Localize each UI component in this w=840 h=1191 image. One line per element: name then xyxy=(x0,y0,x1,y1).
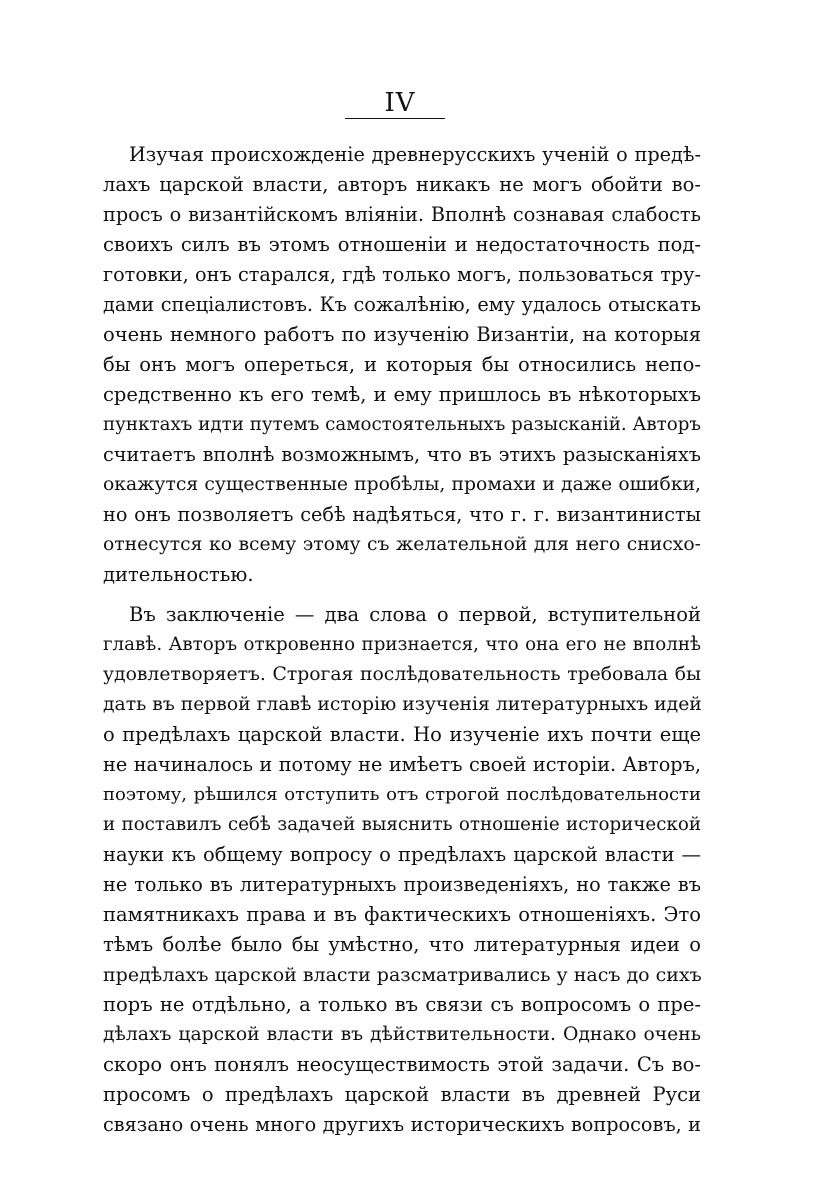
text-line: очень немного работъ по изученiю Византiи, на которыя xyxy=(103,323,701,346)
text-line: науки къ общему вопросу о предѣлахъ царской власти — xyxy=(103,843,701,866)
text-line: но онъ позволяетъ себѣ надѣяться, что г. г. византинисты xyxy=(103,503,701,526)
text-line: о предѣлахъ царской власти. Но изученiе ихъ почти еще xyxy=(103,723,701,746)
header-rule xyxy=(345,118,445,119)
body-text xyxy=(103,140,701,1140)
text-line: связано очень много другихъ историческихъ вопросовъ, и xyxy=(103,1113,701,1136)
page-number: IV xyxy=(384,88,416,118)
text-line: пунктахъ идти путемъ самостоятельныхъ разысканiй. Авторъ xyxy=(103,414,701,435)
text-line: бы онъ могъ опереться, и которыя бы относились непо- xyxy=(103,353,701,376)
page-header xyxy=(0,88,840,128)
text-line: средственно къ его темѣ, и ему пришлось въ нѣкоторыхъ xyxy=(103,383,701,406)
text-line: готовки, онъ старался, гдѣ только могъ, пользоваться тру- xyxy=(103,263,701,286)
text-line: скоро онъ понялъ неосуществимость этой задачи. Съ во- xyxy=(103,1053,701,1076)
text-line: удовлетворяетъ. Строгая послѣдовательность требовала бы xyxy=(103,664,701,685)
text-line: и поставилъ себѣ задачей выяснить отношенiе исторической xyxy=(103,814,701,835)
text-line: своихъ силъ въ этомъ отношенiи и недостаточность под- xyxy=(103,233,701,256)
text-line: поръ не отдѣльно, а только въ связи съ вопросомъ о пре- xyxy=(103,993,701,1016)
text-line: тѣмъ болѣе было бы умѣстно, что литературныя идеи о xyxy=(103,933,701,956)
text-line: не только въ литературныхъ произведенiяхъ, но также въ xyxy=(103,873,701,896)
text-line: дами спецiалистовъ. Къ сожалѣнiю, ему удалось отыскать xyxy=(103,293,701,316)
text-line: поэтому, рѣшился отступить отъ строгой послѣдовательности xyxy=(103,784,701,805)
text-line: просомъ о предѣлахъ царской власти въ древней Руси xyxy=(103,1083,701,1106)
text-line: окажутся существенные пробѣлы, промахи и даже ошибки, xyxy=(103,474,701,495)
text-line: лахъ царской власти, авторъ никакъ не могъ обойти во- xyxy=(103,173,701,196)
text-line: дительностью. xyxy=(103,563,254,586)
text-line: отнесутся ко всему этому съ желательной для него снисхо- xyxy=(103,534,701,555)
text-line: считаетъ вполнѣ возможнымъ, что въ этихъ разысканiяхъ xyxy=(103,443,701,466)
text-line: не начиналось и потому не имѣетъ своей исторiи. Авторъ, xyxy=(103,753,701,776)
text-line: дѣлахъ царской власти въ дѣйствительности. Однако очень xyxy=(103,1024,701,1045)
text-line: просъ о византiйскомъ влiянiи. Вполнѣ сознавая слабость xyxy=(103,203,701,226)
text-line: памятникахъ права и въ фактическихъ отношенiяхъ. Это xyxy=(103,903,701,926)
text-line: Въ заключенiе — два слова о первой, вступительной xyxy=(129,603,701,626)
text-line: дать въ первой главѣ исторiю изученiя литературныхъ идей xyxy=(103,694,702,715)
text-line: Изучая происхожденiе древнерусскихъ ученiй о предѣ- xyxy=(129,143,701,166)
text-line: предѣлахъ царской власти разсматривались у насъ до сихъ xyxy=(103,964,702,986)
text-line: главѣ. Авторъ откровенно признается, что она его не вполнѣ xyxy=(103,634,701,655)
